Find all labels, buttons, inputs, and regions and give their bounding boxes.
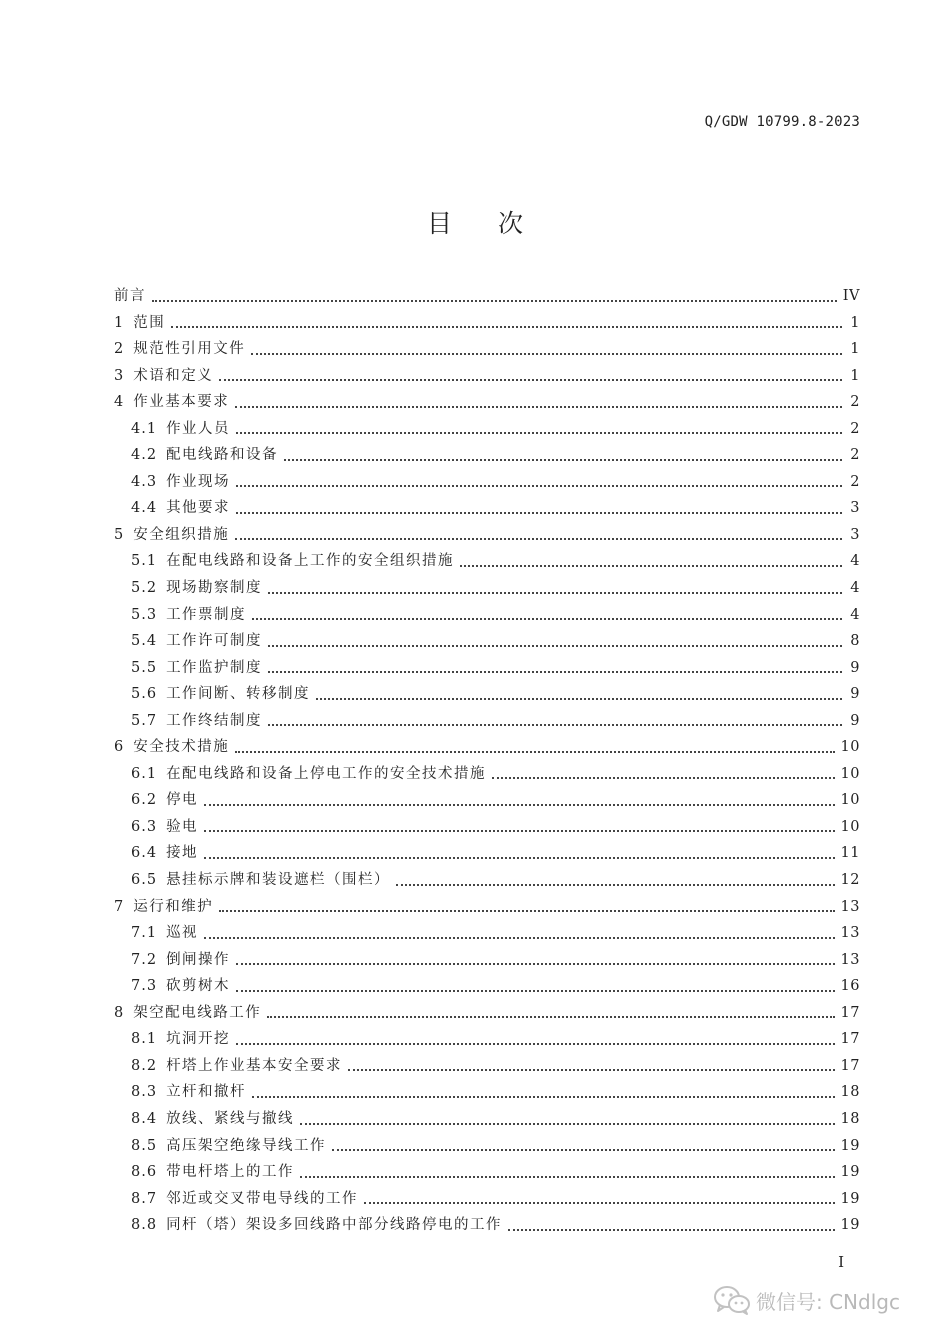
toc-dot-leader <box>460 564 842 567</box>
toc-entry[interactable] <box>114 1159 860 1186</box>
page-number: I <box>838 1253 844 1271</box>
toc-entry[interactable] <box>114 734 860 761</box>
toc-entry-title: 巡视 <box>166 925 199 942</box>
toc-entry-title: 坑洞开挖 <box>166 1031 231 1048</box>
toc-entry-title: 工作终结制度 <box>166 712 263 729</box>
toc-entry-title: 范围 <box>133 314 166 331</box>
toc-entry-number: 4.2 <box>131 447 158 464</box>
toc-entry-title: 其他要求 <box>166 500 231 517</box>
toc-entry-page: 17 <box>840 1057 860 1074</box>
toc-entry-number: 8.7 <box>131 1190 158 1207</box>
toc-entry[interactable] <box>114 920 860 947</box>
toc-entry[interactable] <box>114 894 860 921</box>
toc-dot-leader <box>252 617 842 620</box>
toc-entry-page: 17 <box>840 1004 860 1021</box>
toc-entry-number: 8.2 <box>131 1057 158 1074</box>
toc-entry[interactable] <box>114 787 860 814</box>
toc-entry-page: 19 <box>840 1164 860 1181</box>
toc-entry[interactable] <box>114 761 860 788</box>
toc-entry-page: 9 <box>850 712 860 729</box>
toc-entry-number: 5.3 <box>131 606 158 623</box>
toc-dot-leader <box>235 537 842 540</box>
toc-entry-number: 6.3 <box>131 818 158 835</box>
toc-entry[interactable] <box>114 336 860 363</box>
toc-entry-number: 8 <box>114 1004 125 1021</box>
toc-dot-leader <box>267 1015 834 1018</box>
toc-entry-page: 1 <box>850 341 860 358</box>
toc-entry[interactable] <box>114 1079 860 1106</box>
toc-entry-number: 8.4 <box>131 1110 158 1127</box>
toc-entry-title: 规范性引用文件 <box>133 341 246 358</box>
toc-entry-number: 6.5 <box>131 872 158 889</box>
toc-dot-leader <box>332 1148 834 1151</box>
toc-dot-leader <box>316 697 842 700</box>
toc-entry-page: 8 <box>850 633 860 650</box>
toc-entry[interactable] <box>114 1133 860 1160</box>
toc-entry-title: 前言 <box>114 288 146 304</box>
toc-entry-number: 6.1 <box>131 765 158 782</box>
toc-dot-leader <box>236 989 834 992</box>
toc-entry-number: 2 <box>114 341 125 358</box>
toc-dot-leader <box>235 750 834 753</box>
toc-entry-number: 7 <box>114 898 125 915</box>
toc-entry-number: 5.2 <box>131 580 158 597</box>
toc-entry-title: 安全组织措施 <box>133 526 230 543</box>
toc-entry-number: 5.4 <box>131 633 158 650</box>
toc-entry[interactable] <box>114 522 860 549</box>
toc-entry-number: 4.1 <box>131 420 158 437</box>
page-title: 目次 <box>426 209 569 238</box>
toc-entry-title: 放线、紧线与撤线 <box>166 1110 295 1127</box>
toc-entry[interactable] <box>114 416 860 443</box>
toc-entry-title: 立杆和撤杆 <box>166 1084 247 1101</box>
toc-entry[interactable] <box>114 681 860 708</box>
toc-entry-title: 术语和定义 <box>133 367 214 384</box>
toc-dot-leader <box>396 883 834 886</box>
toc-entry-number: 5.1 <box>131 553 158 570</box>
toc-entry-title: 停电 <box>166 792 199 809</box>
toc-entry-page: 12 <box>840 872 860 889</box>
toc-entry-page: 13 <box>840 951 860 968</box>
toc-entry[interactable] <box>114 469 860 496</box>
toc-entry-page: 3 <box>850 526 860 543</box>
toc-dot-leader <box>204 936 834 939</box>
toc-dot-leader <box>300 1122 834 1125</box>
toc-entry-number: 8.3 <box>131 1084 158 1101</box>
toc-entry-number: 8.5 <box>131 1137 158 1154</box>
toc-entry-number: 6.4 <box>131 845 158 862</box>
toc-entry-title: 工作监护制度 <box>166 659 263 676</box>
toc-entry-page: 2 <box>850 447 860 464</box>
toc-entry[interactable] <box>114 602 860 629</box>
toc-entry-number: 5.5 <box>131 659 158 676</box>
document-code: Q/GDW 10799.8-2023 <box>704 114 860 130</box>
toc-dot-leader <box>251 352 842 355</box>
watermark-text: 微信号: CNdlgc <box>756 1289 900 1314</box>
toc-entry-page: 17 <box>840 1031 860 1048</box>
toc-entry-page: 2 <box>850 420 860 437</box>
toc-entry-title: 验电 <box>166 818 199 835</box>
toc-entry[interactable] <box>114 442 860 469</box>
toc-entry[interactable] <box>114 867 860 894</box>
toc-entry-page: 10 <box>840 792 860 809</box>
toc-dot-leader <box>236 484 842 487</box>
toc-entry-title: 高压架空绝缘导线工作 <box>166 1137 327 1154</box>
toc-dot-leader <box>284 458 842 461</box>
toc-entry-number: 5.6 <box>131 686 158 703</box>
toc-entry-page: 10 <box>840 739 860 756</box>
toc-dot-leader <box>492 776 834 779</box>
toc-entry-page: 11 <box>840 845 860 862</box>
toc-entry-page: 18 <box>840 1110 860 1127</box>
toc-entry[interactable] <box>114 1106 860 1133</box>
toc-dot-leader <box>268 644 842 647</box>
table-of-contents <box>114 283 860 1239</box>
toc-entry[interactable] <box>114 1026 860 1053</box>
toc-entry-number: 8.6 <box>131 1164 158 1181</box>
toc-entry-title: 杆塔上作业基本安全要求 <box>166 1057 343 1074</box>
toc-entry-page: 19 <box>840 1190 860 1207</box>
toc-entry[interactable] <box>114 310 860 337</box>
toc-entry-page: 1 <box>850 314 860 331</box>
toc-entry-page: 9 <box>850 686 860 703</box>
toc-entry-title: 砍剪树木 <box>166 978 231 995</box>
toc-entry-title: 配电线路和设备 <box>166 447 279 464</box>
toc-entry-title: 作业人员 <box>166 420 231 437</box>
toc-entry[interactable] <box>114 363 860 390</box>
toc-entry[interactable] <box>114 575 860 602</box>
toc-entry-number: 6.2 <box>131 792 158 809</box>
toc-entry-number: 1 <box>114 314 125 331</box>
toc-dot-leader <box>204 829 834 832</box>
toc-entry-page: 4 <box>850 606 860 623</box>
toc-entry-title: 同杆（塔）架设多回线路中部分线路停电的工作 <box>166 1217 503 1234</box>
toc-dot-leader <box>236 511 842 514</box>
toc-entry[interactable] <box>114 389 860 416</box>
toc-entry-title: 运行和维护 <box>133 898 214 915</box>
toc-entry[interactable] <box>114 840 860 867</box>
toc-entry-page: IV <box>842 288 860 304</box>
toc-dot-leader <box>204 856 834 859</box>
toc-dot-leader <box>268 591 842 594</box>
toc-entry[interactable] <box>114 628 860 655</box>
toc-entry-title: 现场勘察制度 <box>166 580 263 597</box>
toc-entry-page: 2 <box>850 394 860 411</box>
toc-entry-page: 9 <box>850 659 860 676</box>
toc-entry-title: 倒闸操作 <box>166 951 231 968</box>
toc-entry-title: 工作间断、转移制度 <box>166 686 311 703</box>
toc-entry-page: 1 <box>850 367 860 384</box>
toc-entry-title: 接地 <box>166 845 199 862</box>
toc-entry-number: 6 <box>114 739 125 756</box>
toc-entry-page: 18 <box>840 1084 860 1101</box>
toc-entry[interactable] <box>114 1186 860 1213</box>
toc-entry-number: 4 <box>114 394 125 411</box>
toc-entry-page: 16 <box>840 978 860 995</box>
toc-dot-leader <box>235 405 842 408</box>
toc-entry-page: 19 <box>840 1217 860 1234</box>
toc-entry-page: 19 <box>840 1137 860 1154</box>
wechat-icon <box>712 1284 752 1316</box>
toc-entry-title: 架空配电线路工作 <box>133 1004 262 1021</box>
toc-dot-leader <box>508 1228 834 1231</box>
toc-entry-title: 在配电线路和设备上工作的安全组织措施 <box>166 553 455 570</box>
toc-entry-title: 安全技术措施 <box>133 739 230 756</box>
toc-entry-page: 3 <box>850 500 860 517</box>
toc-dot-leader <box>236 962 834 965</box>
toc-entry-number: 3 <box>114 367 125 384</box>
toc-entry-title: 作业现场 <box>166 473 231 490</box>
toc-entry[interactable] <box>114 973 860 1000</box>
toc-dot-leader <box>348 1068 834 1071</box>
toc-entry-page: 10 <box>840 765 860 782</box>
toc-entry[interactable] <box>114 655 860 682</box>
toc-entry-page: 13 <box>840 898 860 915</box>
toc-dot-leader <box>268 723 842 726</box>
toc-entry-title: 作业基本要求 <box>133 394 230 411</box>
toc-entry[interactable] <box>114 708 860 735</box>
toc-dot-leader <box>236 431 842 434</box>
toc-entry[interactable] <box>114 947 860 974</box>
toc-entry-number: 8.8 <box>131 1217 158 1234</box>
toc-entry-number: 5 <box>114 526 125 543</box>
toc-dot-leader <box>152 299 837 302</box>
toc-entry-number: 7.1 <box>131 925 158 942</box>
toc-entry[interactable] <box>114 495 860 522</box>
toc-entry-page: 10 <box>840 818 860 835</box>
toc-entry[interactable] <box>114 548 860 575</box>
toc-entry-number: 4.4 <box>131 500 158 517</box>
toc-entry-title: 工作许可制度 <box>166 633 263 650</box>
toc-entry[interactable] <box>114 814 860 841</box>
toc-entry-page: 4 <box>850 580 860 597</box>
toc-entry-page: 2 <box>850 473 860 490</box>
toc-entry[interactable] <box>114 283 860 310</box>
toc-entry[interactable] <box>114 1000 860 1027</box>
toc-entry[interactable] <box>114 1212 860 1239</box>
toc-entry-number: 7.2 <box>131 951 158 968</box>
toc-entry-title: 工作票制度 <box>166 606 247 623</box>
toc-dot-leader <box>204 803 834 806</box>
toc-dot-leader <box>364 1201 834 1204</box>
toc-entry-title: 悬挂标示牌和装设遮栏（围栏） <box>166 872 391 889</box>
toc-entry-title: 在配电线路和设备上停电工作的安全技术措施 <box>166 765 487 782</box>
toc-dot-leader <box>219 909 834 912</box>
watermark <box>712 1284 900 1316</box>
toc-entry-number: 5.7 <box>131 712 158 729</box>
toc-dot-leader <box>300 1175 834 1178</box>
toc-dot-leader <box>268 670 842 673</box>
toc-entry-page: 4 <box>850 553 860 570</box>
toc-entry-number: 8.1 <box>131 1031 158 1048</box>
toc-entry-title: 邻近或交叉带电导线的工作 <box>166 1190 359 1207</box>
toc-entry-page: 13 <box>840 925 860 942</box>
toc-dot-leader <box>171 325 842 328</box>
toc-entry-number: 4.3 <box>131 473 158 490</box>
toc-entry-number: 7.3 <box>131 978 158 995</box>
toc-entry[interactable] <box>114 1053 860 1080</box>
toc-dot-leader <box>252 1095 834 1098</box>
toc-dot-leader <box>236 1042 834 1045</box>
toc-dot-leader <box>219 378 842 381</box>
toc-entry-title: 带电杆塔上的工作 <box>166 1164 295 1181</box>
